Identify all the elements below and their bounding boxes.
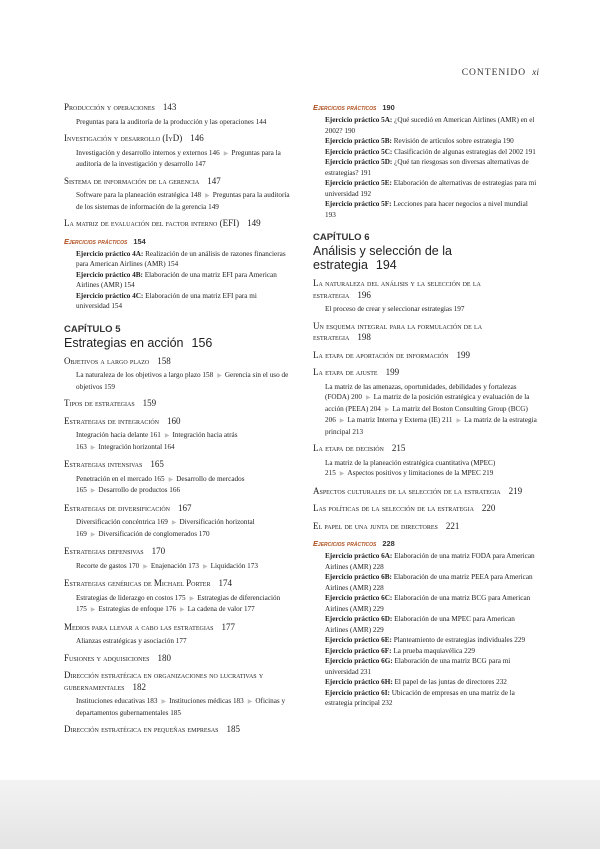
exercise-label: Ejercicio práctico 6C: <box>325 594 393 602</box>
exercise-label: Ejercicio práctico 6I: <box>325 688 390 697</box>
section-heading <box>313 486 538 498</box>
exercise-text: Elaboración de una matriz PEEA para American Airlines (AMR) 228 <box>325 573 533 592</box>
subtopic-entry: Investigación y desarrollo internos y externos 146 <box>76 148 220 157</box>
page-ref: 147 <box>207 175 221 186</box>
exercise-entry <box>325 688 538 709</box>
subtopic-entry: Integración hacia delante 161 <box>76 431 161 439</box>
section-heading <box>64 356 292 368</box>
exercises-heading <box>64 237 292 246</box>
subtopic-entry: El proceso de crear y seleccionar estrategias 197 <box>325 305 465 313</box>
heading-text: Medios para llevar a cabo las estrategias <box>64 621 214 632</box>
heading-text: Un esquema integral para la formulación de la estrategia <box>313 320 483 342</box>
subtopic-entry: Aspectos positivos y limitaciones de la MPEC 219 <box>347 469 494 477</box>
subtopic-entry: La cadena de valor 177 <box>187 605 255 613</box>
exercise-label: Ejercicio práctico 4C: <box>76 291 144 300</box>
page-ref: 174 <box>218 578 232 588</box>
separator-arrow-icon: ▶ <box>168 476 174 483</box>
separator-arrow-icon: ▶ <box>456 418 462 424</box>
exercise-label: Ejercicio práctico 5E: <box>325 179 392 187</box>
subtopic-entry: Software para la planeación estratégica 148 <box>76 191 202 199</box>
heading-text: El papel de una junta de directores <box>313 520 438 531</box>
heading-text: Estrategias intensivas <box>64 459 143 469</box>
subtopic-entry: La matriz de la planeación estratégica cuantitativa (MPEC) 215 <box>325 458 496 477</box>
exercise-entry <box>325 614 538 635</box>
heading-text: Fusiones y adquisiciones <box>64 652 150 663</box>
separator-arrow-icon: ▶ <box>90 531 96 538</box>
subtopic-entry: Diversificación de conglomerados 170 <box>98 529 210 538</box>
subtopics <box>76 430 292 453</box>
heading-text: Tipos de estrategias <box>64 398 135 408</box>
subtopic-entry: Preguntas para la auditoría de los sistemas de información de la gerencia 149 <box>76 191 290 211</box>
section-heading <box>313 503 538 515</box>
subtopics <box>76 593 292 616</box>
section-heading <box>64 503 292 515</box>
heading-text: La naturaleza del análisis y la selección de la estrategia <box>313 278 481 300</box>
page-ref: 196 <box>357 289 371 300</box>
subtopic-entry: Enajenación 173 <box>150 561 200 570</box>
subtopic-entry: Preguntas para la auditoría de la investigación y desarrollo 147 <box>76 148 281 168</box>
separator-arrow-icon: ▶ <box>217 373 222 379</box>
page-ref: 228 <box>382 539 395 548</box>
exercise-label: Ejercicio práctico 6H: <box>325 678 393 686</box>
exercise-text: ¿Qué tan riesgosas son diversas alternativas de estrategias? 191 <box>325 158 529 177</box>
page-ref: 154 <box>133 236 146 246</box>
subtopic-entry: Integración horizontal 164 <box>98 442 175 451</box>
separator-arrow-icon: ▶ <box>90 488 96 494</box>
exercise-text: Clasificación de algunas estrategias del 2002 191 <box>392 147 536 156</box>
subtopics <box>76 148 292 170</box>
heading-text: Estrategias de integración <box>64 415 159 426</box>
exercise-text: Elaboración de una matriz EFI para American Airlines (AMR) 154 <box>76 270 277 289</box>
header-title: CONTENIDO <box>461 68 527 78</box>
section-heading <box>64 670 292 693</box>
exercise-text: Elaboración de una matriz BCG para American Airlines (AMR) 229 <box>325 594 531 613</box>
separator-arrow-icon: ▶ <box>143 563 148 570</box>
heading-text: Dirección estratégica en organizaciones no lucrativas y gubernamentales <box>64 670 264 692</box>
heading-text: La etapa de ajuste <box>313 367 378 377</box>
separator-arrow-icon: ▶ <box>339 418 345 424</box>
section-heading <box>64 416 292 428</box>
separator-arrow-icon: ▶ <box>171 520 177 526</box>
subtopic-entry: La naturaleza de los objetivos a largo plazo 158 <box>76 371 214 379</box>
page-ref: 146 <box>190 133 204 143</box>
exercise-text: Realización de un análisis de razones financieras para American Airlines (AMR) 154 <box>76 249 286 268</box>
page-ref: 190 <box>382 103 395 112</box>
exercise-entry <box>76 291 292 312</box>
exercise-text: Elaboración de una MPEC para American Airlines (AMR) 229 <box>325 615 515 634</box>
toc-left-column <box>64 96 292 736</box>
heading-text: Investigación y desarrollo (IyD) <box>64 133 183 143</box>
page-ref: 194 <box>375 258 397 272</box>
chapter-title <box>64 336 292 350</box>
separator-arrow-icon: ▶ <box>203 563 208 570</box>
page-ref: 180 <box>157 652 172 663</box>
subtopic-entry: La matriz de las amenazas, oportunidades, debilidades y fortalezas (FODA) 200 <box>325 382 517 401</box>
subtopic-entry: Estrategias de liderazgo en costos 175 <box>76 593 186 602</box>
exercise-label: Ejercicio práctico 6G: <box>325 657 393 665</box>
chapter-label: CAPÍTULO 5 <box>64 323 121 335</box>
separator-arrow-icon: ▶ <box>365 395 371 401</box>
exercises-heading <box>313 103 538 112</box>
heading-text: Dirección estratégica en pequeñas empresas <box>64 724 219 734</box>
section-heading <box>313 321 538 344</box>
exercise-entry <box>325 646 538 657</box>
toc-right-column <box>313 96 538 709</box>
subtopic-entry: Estrategias de diferenciación 175 <box>76 593 281 613</box>
exercise-entry <box>76 249 292 270</box>
page-ref: 167 <box>178 502 192 513</box>
page-ref: 221 <box>445 520 460 531</box>
exercise-text: Ubicación de empresas en una matriz de la estrategia principal 232 <box>325 688 515 707</box>
exercise-label: Ejercicio práctico 5F: <box>325 200 392 208</box>
exercise-entry <box>76 270 292 291</box>
exercise-label: Ejercicio práctico 5B: <box>325 137 392 145</box>
section-heading <box>313 278 538 301</box>
heading-text: Estrategias defensivas <box>64 546 144 556</box>
exercise-entry <box>325 593 538 614</box>
separator-arrow-icon: ▶ <box>384 406 390 413</box>
exercise-label: Ejercicio práctico 6D: <box>325 615 393 623</box>
exercise-label: Ejercicio práctico 6A: <box>325 552 393 560</box>
heading-text: Producción y operaciones <box>64 102 155 112</box>
separator-arrow-icon: ▶ <box>90 607 96 613</box>
page-ref: 199 <box>385 367 400 377</box>
running-header <box>462 68 539 78</box>
subtopic-entry: Instituciones educativas 183 <box>76 697 158 705</box>
subtopic-entry: Penetración en el mercado 165 <box>76 474 165 483</box>
exercises-heading <box>313 539 538 548</box>
heading-text: La etapa de decisión <box>313 443 384 453</box>
subtopics <box>325 304 538 315</box>
page-ref: 149 <box>247 218 261 228</box>
heading-text: Ejercicios prácticos <box>313 539 377 548</box>
exercise-label: Ejercicio práctico 6B: <box>325 573 392 581</box>
exercise-label: Ejercicio práctico 4B: <box>76 270 143 279</box>
heading-text: Aspectos culturales de la selección de la estrategia <box>313 485 501 496</box>
bottom-shadow <box>0 780 600 849</box>
exercise-entry <box>325 178 538 199</box>
exercise-entry <box>325 147 538 158</box>
heading-text: Estrategias de diversificación <box>64 502 171 513</box>
separator-arrow-icon: ▶ <box>164 433 170 439</box>
subtopic-entry: Gerencia sin el uso de objetivos 159 <box>76 371 289 391</box>
separator-arrow-icon: ▶ <box>161 699 167 705</box>
exercise-text: El papel de las juntas de directores 232 <box>392 678 507 686</box>
subtopics <box>76 117 292 128</box>
page-ref: 160 <box>167 415 181 426</box>
section-heading <box>64 133 292 145</box>
exercise-entry <box>325 677 538 688</box>
exercise-label: Ejercicio práctico 6F: <box>325 646 392 655</box>
subtopic-entry: Alianzas estratégicas y asociación 177 <box>76 637 187 645</box>
heading-text: Estrategias genéricas de Michael Porter <box>64 578 211 588</box>
section-heading <box>64 398 292 410</box>
exercise-entry <box>325 136 538 147</box>
page-ref: 156 <box>191 335 213 350</box>
separator-arrow-icon: ▶ <box>223 150 229 157</box>
heading-text: Las políticas de la selección de la estrategia <box>313 503 474 513</box>
heading-text: Estrategias en acción <box>64 335 184 350</box>
page-ref: 182 <box>132 681 147 692</box>
exercise-text: ¿Qué sucedió en American Airlines (AMR) en el 2002? 190 <box>325 116 535 135</box>
section-heading <box>313 443 538 455</box>
section-heading <box>64 724 292 736</box>
section-heading <box>64 176 292 188</box>
page-ref: 143 <box>162 102 177 112</box>
subtopic-entry: La matriz de la estrategia principal 213 <box>325 416 537 436</box>
page-ref: 215 <box>391 443 406 453</box>
exercise-entry <box>325 551 538 572</box>
exercise-label: Ejercicio práctico 5A: <box>325 116 393 124</box>
exercise-entry <box>325 115 538 136</box>
subtopics <box>76 474 292 497</box>
separator-arrow-icon: ▶ <box>90 444 96 451</box>
page-ref: 158 <box>157 355 171 366</box>
separator-arrow-icon: ▶ <box>247 699 253 705</box>
heading-text: Ejercicios prácticos <box>64 236 128 246</box>
section-heading <box>64 578 292 590</box>
exercise-text: Elaboración de una matriz FODA para American Airlines (AMR) 228 <box>325 552 535 571</box>
exercise-label: Ejercicio práctico 5D: <box>325 158 393 166</box>
subtopic-entry: Preguntas para la auditoría de la producción y las operaciones 144 <box>76 117 267 126</box>
page-ref: 185 <box>226 724 241 734</box>
page-ref: 159 <box>142 398 157 408</box>
subtopic-entry: Integración hacia atrás 163 <box>76 431 238 451</box>
subtopic-entry: Diversificación concéntrica 169 <box>76 518 168 526</box>
exercise-text: La prueba maquiavélica 229 <box>391 646 475 655</box>
subtopics <box>76 370 292 392</box>
page-number: xi <box>532 68 539 78</box>
subtopics <box>76 636 292 647</box>
exercise-entry <box>325 635 538 646</box>
section-heading <box>64 622 292 634</box>
heading-text: Ejercicios prácticos <box>313 103 377 112</box>
exercise-label: Ejercicio práctico 4A: <box>76 249 144 258</box>
section-heading <box>313 367 538 379</box>
exercise-text: Elaboración de alternativas de estrategias para mi universidad 192 <box>325 179 537 198</box>
page-ref: 219 <box>508 485 523 496</box>
exercise-text: Revisión de artículos sobre estrategia 190 <box>391 137 514 145</box>
chapter-label: CAPÍTULO 6 <box>313 232 370 243</box>
section-heading <box>64 102 292 114</box>
heading-text: La etapa de aportación de información <box>313 349 449 360</box>
page-ref: 198 <box>357 332 371 342</box>
subtopic-entry: Desarrollo de mercados 165 <box>76 474 245 494</box>
subtopics <box>76 517 292 540</box>
page-ref: 199 <box>456 349 471 360</box>
heading-text: Análisis y selección de la estrategia <box>313 244 452 272</box>
subtopics <box>325 382 538 438</box>
page-ref: 177 <box>221 621 236 632</box>
exercise-text: Elaboración de una matriz BCG para mi universidad 231 <box>325 657 511 676</box>
section-heading <box>313 521 538 533</box>
subtopics <box>76 696 292 718</box>
separator-arrow-icon: ▶ <box>180 607 185 613</box>
separator-arrow-icon: ▶ <box>205 193 210 199</box>
heading-text: La matriz de evaluación del factor interno (EFI) <box>64 218 240 228</box>
subtopic-entry: Oficinas y departamentos gubernamentales 185 <box>76 697 286 717</box>
chapter-title <box>313 244 538 272</box>
exercise-label: Ejercicio práctico 6E: <box>325 636 392 644</box>
subtopic-entry: La matriz del Boston Consulting Group (BCG) 206 <box>325 404 528 424</box>
section-heading <box>64 459 292 471</box>
section-heading <box>64 653 292 665</box>
subtopics <box>325 458 538 480</box>
subtopic-entry: Liquidación 173 <box>210 561 258 570</box>
subtopic-entry: La matriz de la posición estratégica y evaluación de la acción (PEEA) 204 <box>325 393 530 413</box>
subtopic-entry: Estrategias de enfoque 176 <box>98 605 177 613</box>
exercise-text: Elaboración de una matriz EFI para mi universidad 154 <box>76 291 257 310</box>
page-ref: 220 <box>481 503 496 513</box>
subtopic-entry: Instituciones médicas 183 <box>169 697 244 705</box>
separator-arrow-icon: ▶ <box>189 595 195 602</box>
subtopics <box>76 190 292 212</box>
section-heading <box>313 350 538 362</box>
exercise-label: Ejercicio práctico 5C: <box>325 147 393 156</box>
separator-arrow-icon: ▶ <box>339 471 345 477</box>
subtopics <box>76 561 292 573</box>
subtopic-entry: La matriz Interna y Externa (IE) 211 <box>347 416 453 424</box>
exercise-entry <box>325 199 538 220</box>
section-heading <box>64 546 292 558</box>
exercise-entry <box>325 157 538 178</box>
exercise-entry <box>325 656 538 677</box>
exercise-entry <box>325 572 538 593</box>
subtopic-entry: Desarrollo de productos 166 <box>98 486 181 494</box>
section-heading <box>64 218 292 230</box>
heading-text: Sistema de información de la gerencia <box>64 175 200 186</box>
exercise-text: Planteamiento de estrategias individuales 229 <box>391 636 526 644</box>
page-ref: 170 <box>151 546 166 556</box>
subtopic-entry: Recorte de gastos 170 <box>76 561 140 570</box>
subtopic-entry: Diversificación horizontal 169 <box>76 518 255 538</box>
heading-text: Objetivos a largo plazo <box>64 355 150 366</box>
exercise-text: Lecciones para hacer negocios a nivel mundial 193 <box>325 200 528 219</box>
page-ref: 165 <box>150 459 164 469</box>
